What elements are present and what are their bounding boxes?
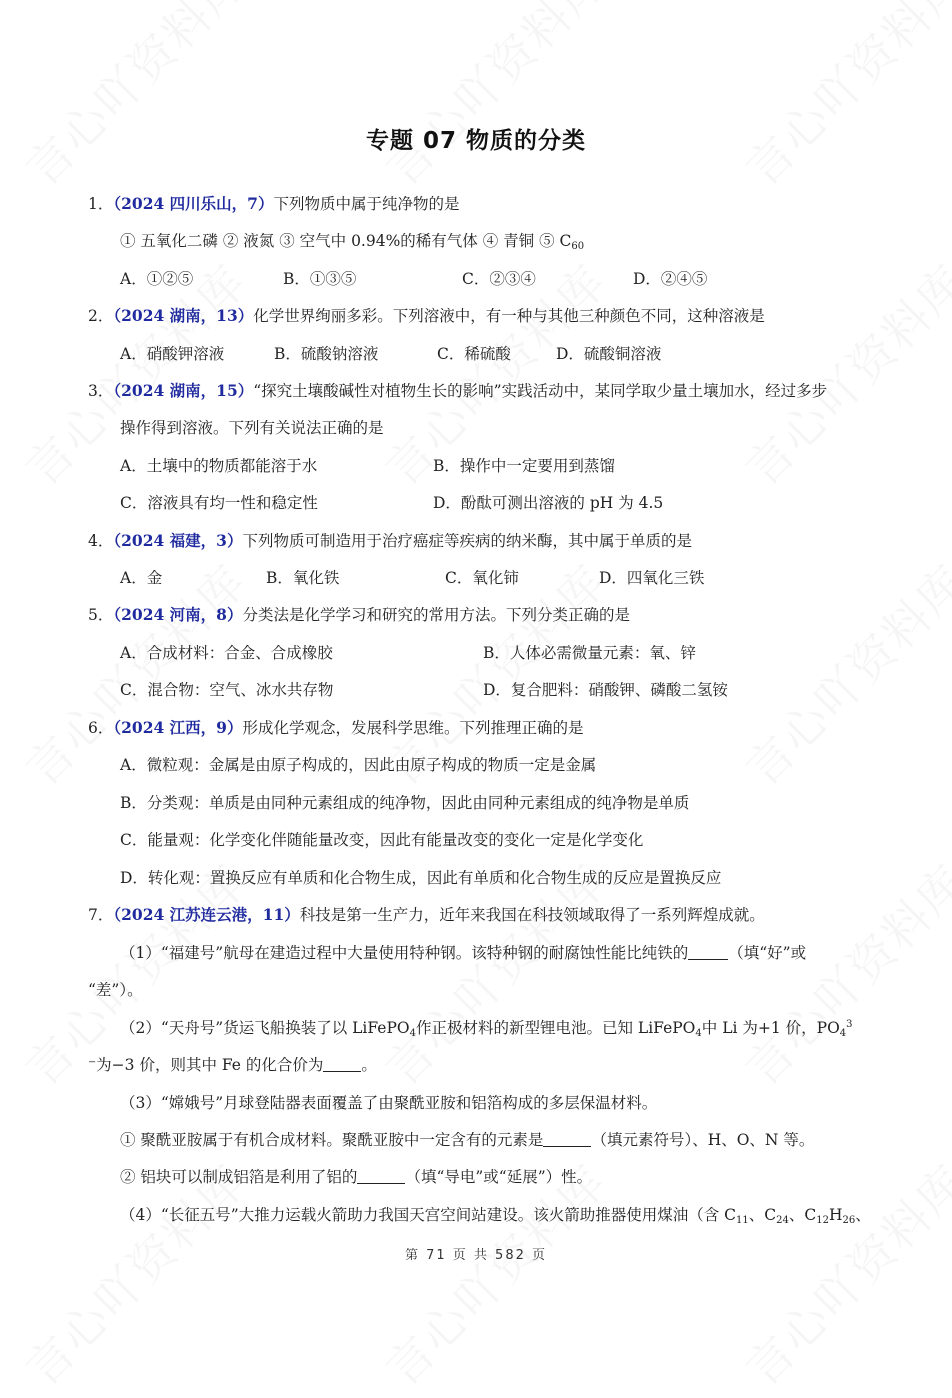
page-footer: 第 71 页 共 582 页 bbox=[404, 1248, 548, 1263]
option-b: B．①③⑤ bbox=[283, 270, 357, 288]
option-d: D．复合肥料：硝酸钾、磷酸二氢铵 bbox=[483, 681, 728, 699]
question-4-stem: 4．（2024 福建，3）下列物质可制造用于治疗癌症等疾病的纳米酶，其中属于单质的是 bbox=[88, 531, 692, 550]
question-3-stem-cont: 操作得到溶液。下列有关说法正确的是 bbox=[120, 419, 384, 437]
question-2-stem: 2．（2024 湖南，13）化学世界绚丽多彩。下列溶液中，有一种与其他三种颜色不同，这种溶液是 bbox=[88, 306, 765, 325]
option-b: B．人体必需微量元素：氧、锌 bbox=[483, 644, 696, 662]
question-1-items: ① 五氧化二磷 ② 液氮 ③ 空气中 0.94%的稀有气体 ④ 青铜 ⑤ $C_{60}$ bbox=[120, 232, 585, 252]
question-source: （2024 河南，8） bbox=[113, 605, 243, 624]
question-7-part-3: （3）“嫦娥号”月球登陆器表面覆盖了由聚酰亚胺和铝箔构成的多层保温材料。 bbox=[120, 1094, 658, 1112]
answer-blank[interactable] bbox=[323, 1056, 361, 1072]
question-7-part-2: （2）“天舟号”货运飞船换装了以 LiFePO$_4$作正极材料的新型锂电池。已知 LiFePO$_4$中 Li 为+1 价，$PO_4^3$ bbox=[120, 1019, 853, 1039]
option-c: C．能量观：化学变化伴随能量改变，因此有能量改变的变化一定是化学变化 bbox=[120, 831, 644, 849]
question-7-part-3-1: ① 聚酰亚胺属于有机合成材料。聚酰亚胺中一定含有的元素是 （填元素符号）、H、O、N 等。 bbox=[120, 1131, 815, 1149]
option-c: C．混合物：空气、冰水共存物 bbox=[120, 681, 334, 699]
page-title: 专题 07 物质的分类 bbox=[365, 128, 587, 154]
question-3-stem: 3．（2024 湖南，15）“探究土壤酸碱性对植物生长的影响”实践活动中，某同学取少量土壤加水，经过多步 bbox=[88, 381, 828, 400]
option-d: D．转化观：置换反应有单质和化合物生成，因此有单质和化合物生成的反应是置换反应 bbox=[120, 869, 722, 887]
option-b: B．硫酸钠溶液 bbox=[274, 345, 379, 363]
question-7-part-1: （1）“福建号”航母在建造过程中大量使用特种钢。该特种钢的耐腐蚀性能比纯铁的 （填“好”或 bbox=[120, 944, 807, 962]
option-b: B．分类观：单质是由同种元素组成的纯净物，因此由同种元素组成的纯净物是单质 bbox=[120, 794, 690, 812]
option-c: C．溶液具有均一性和稳定性 bbox=[120, 494, 318, 512]
option-d: D．四氧化三铁 bbox=[599, 569, 705, 587]
answer-blank[interactable] bbox=[357, 1168, 405, 1184]
question-source: （2024 福建，3） bbox=[113, 531, 243, 550]
question-source: （2024 湖南，13） bbox=[113, 306, 254, 325]
option-d: D．硫酸铜溶液 bbox=[556, 345, 662, 363]
question-5-stem: 5．（2024 河南，8）分类法是化学学习和研究的常用方法。下列分类正确的是 bbox=[88, 605, 630, 624]
option-d: D．②④⑤ bbox=[633, 270, 708, 288]
question-6-stem: 6．（2024 江西，9）形成化学观念，发展科学思维。下列推理正确的是 bbox=[88, 718, 584, 737]
option-a: A．金 bbox=[120, 569, 163, 587]
question-7-part-4: （4）“长征五号”大推力运载火箭助力我国天宫空间站建设。该火箭助推器使用煤油（含 $C_{11}$、$C_{24}$、$C_{12}H_{26}$、 bbox=[120, 1206, 871, 1226]
question-1-stem: 1．（2024 四川乐山，7）下列物质中属于纯净物的是 bbox=[88, 194, 460, 213]
option-a: A．土壤中的物质都能溶于水 bbox=[120, 457, 318, 475]
option-a: A．硝酸钾溶液 bbox=[120, 345, 225, 363]
question-7-part-1-cont: “差”）。 bbox=[88, 981, 143, 999]
option-d: D．酚酞可测出溶液的 pH 为 4.5 bbox=[433, 494, 664, 512]
option-c: C．稀硫酸 bbox=[437, 345, 511, 363]
question-7-part-3-2: ② 铝块可以制成铝箔是利用了铝的 （填“导电”或“延展”）性。 bbox=[120, 1168, 593, 1186]
question-source: （2024 四川乐山，7） bbox=[113, 194, 274, 213]
question-source: （2024 江苏连云港，11） bbox=[113, 905, 300, 924]
question-7-part-2-cont: ⁻为−3 价，则其中 Fe 的化合价为 。 bbox=[88, 1056, 377, 1074]
answer-blank[interactable] bbox=[688, 944, 728, 960]
option-b: B．氧化铁 bbox=[266, 569, 340, 587]
answer-blank[interactable] bbox=[543, 1131, 591, 1147]
option-c: C．氧化铈 bbox=[445, 569, 519, 587]
question-source: （2024 江西，9） bbox=[113, 718, 243, 737]
option-a: A．①②⑤ bbox=[120, 270, 194, 288]
question-7-stem: 7．（2024 江苏连云港，11）科技是第一生产力，近年来我国在科技领域取得了一系列辉煌成就。 bbox=[88, 905, 765, 924]
option-a: A．合成材料：合金、合成橡胶 bbox=[120, 644, 333, 662]
option-c: C．②③④ bbox=[462, 270, 536, 288]
question-source: （2024 湖南，15） bbox=[113, 381, 254, 400]
option-b: B．操作中一定要用到蒸馏 bbox=[433, 457, 615, 475]
option-a: A．微粒观：金属是由原子构成的，因此由原子构成的物质一定是金属 bbox=[120, 756, 597, 774]
